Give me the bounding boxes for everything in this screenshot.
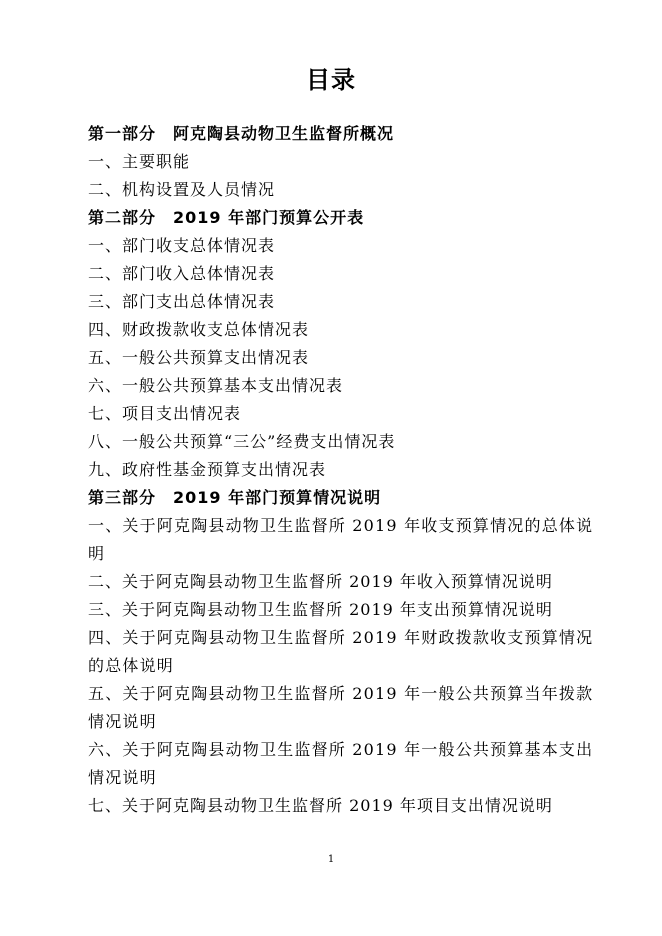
toc-item: 八、一般公共预算“三公”经费支出情况表 [88,432,396,451]
toc-item: 二、部门收入总体情况表 [88,264,276,283]
toc-item: 一、主要职能 [88,152,191,171]
toc-section-heading: 第三部分 2019 年部门预算情况说明 [88,488,382,507]
toc-item: 二、关于阿克陶县动物卫生监督所 2019 年收入预算情况说明 [88,572,553,591]
toc-section-heading: 第一部分 阿克陶县动物卫生监督所概况 [88,124,395,143]
toc-item: 四、财政拨款收支总体情况表 [88,320,310,339]
toc-item: 六、关于阿克陶县动物卫生监督所 2019 年一般公共预算基本支出情况说明 [88,740,594,787]
toc-item: 一、关于阿克陶县动物卫生监督所 2019 年收支预算情况的总体说明 [88,516,594,563]
toc-item: 九、政府性基金预算支出情况表 [88,460,327,479]
toc-item: 六、一般公共预算基本支出情况表 [88,376,344,395]
toc-item: 四、关于阿克陶县动物卫生监督所 2019 年财政拨款收支预算情况的总体说明 [88,628,594,675]
toc-item: 三、关于阿克陶县动物卫生监督所 2019 年支出预算情况说明 [88,600,553,619]
table-of-contents [88,120,600,820]
toc-item: 二、机构设置及人员情况 [88,180,276,199]
page-number: 1 [327,854,335,865]
page-title: 目录 [306,66,356,94]
toc-item: 一、部门收支总体情况表 [88,236,276,255]
toc-item: 三、部门支出总体情况表 [88,292,276,311]
toc-item: 七、关于阿克陶县动物卫生监督所 2019 年项目支出情况说明 [88,796,553,815]
toc-section-heading: 第二部分 2019 年部门预算公开表 [88,208,365,227]
toc-item: 七、项目支出情况表 [88,404,242,423]
toc-item: 五、关于阿克陶县动物卫生监督所 2019 年一般公共预算当年拨款情况说明 [88,684,594,731]
toc-item: 五、一般公共预算支出情况表 [88,348,310,367]
